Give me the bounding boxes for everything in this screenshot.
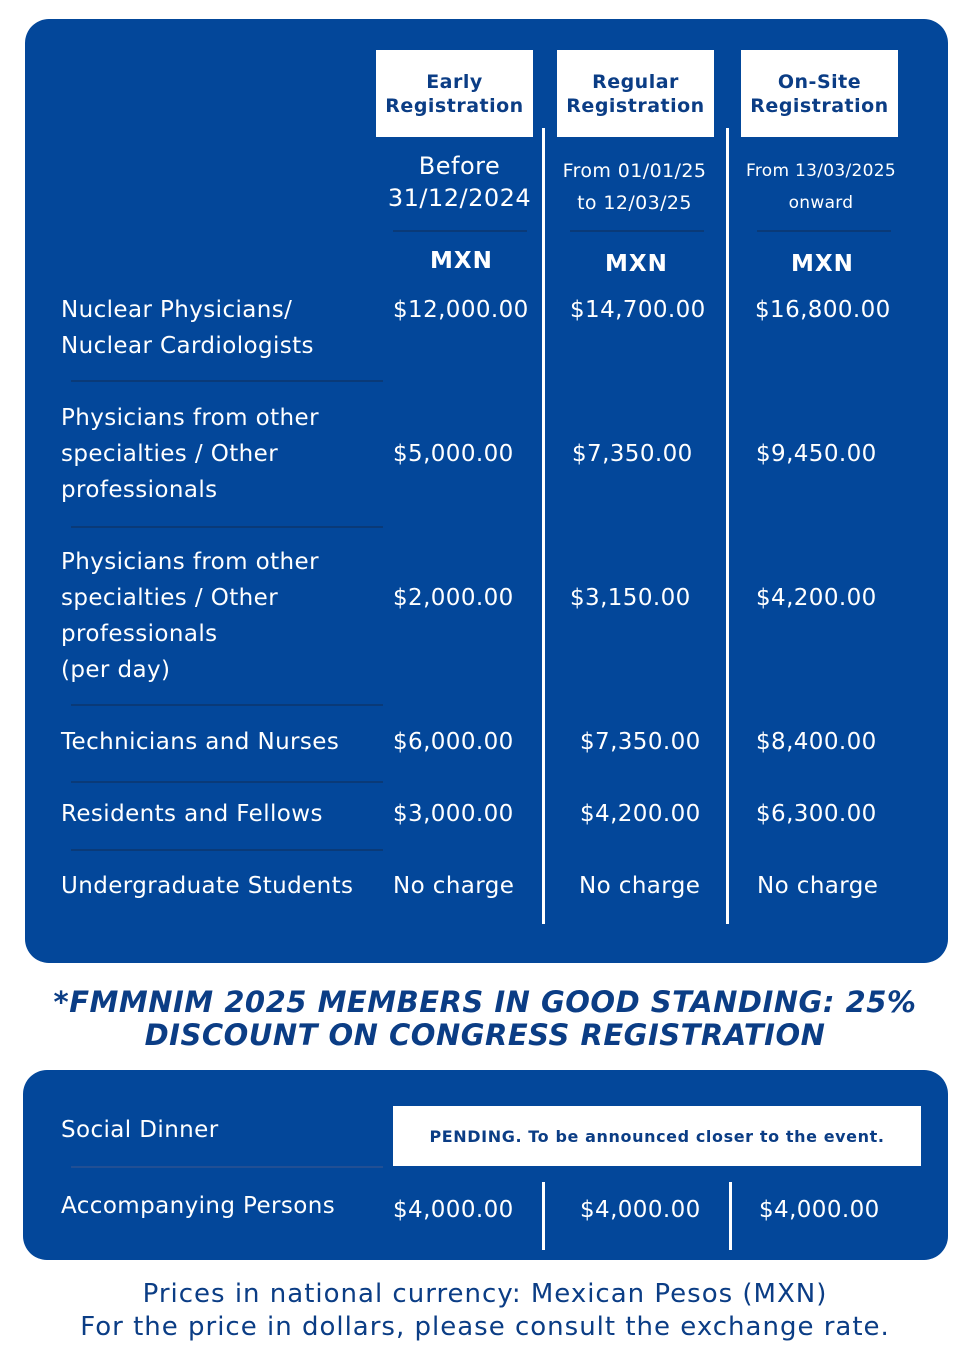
header-early-registration: Early Registration — [376, 50, 533, 137]
date-range-onsite: From 13/03/2025 onward — [745, 161, 896, 213]
price-regular: $7,350.00 — [572, 441, 693, 467]
accompanying-persons-label: Accompanying Persons — [61, 1193, 336, 1219]
column-divider — [726, 128, 729, 924]
row-separator — [71, 849, 383, 851]
price-early: No charge — [393, 873, 515, 899]
price-early: $2,000.00 — [393, 585, 514, 611]
date-separator — [757, 230, 891, 232]
row-separator — [71, 526, 383, 528]
price-early: $6,000.00 — [393, 729, 514, 755]
date-separator — [570, 230, 704, 232]
price-early: $5,000.00 — [393, 441, 514, 467]
row-label-residents-fellows: Residents and Fellows — [61, 801, 323, 827]
row-separator — [71, 781, 383, 783]
row-label-nuclear-physicians: Nuclear Physicians/ Nuclear Cardiologists — [61, 297, 314, 359]
column-divider — [729, 1182, 732, 1250]
price-regular: $14,700.00 — [570, 297, 706, 323]
price-onsite: $6,300.00 — [756, 801, 877, 827]
price-onsite: No charge — [757, 873, 879, 899]
date-range-regular: From 01/01/25 to 12/03/25 — [562, 160, 707, 214]
header-regular-registration: Regular Registration — [557, 50, 714, 137]
row-label-undergraduate-students: Undergraduate Students — [61, 873, 354, 899]
currency-label-onsite: MXN — [791, 251, 854, 277]
row-separator — [71, 1166, 383, 1168]
column-divider — [542, 1182, 545, 1250]
member-discount-note: *FMMNIM 2025 MEMBERS IN GOOD STANDING: 25% DISCOUNT ON CONGRESS REGISTRATION — [53, 985, 917, 1052]
currency-label-early: MXN — [430, 248, 493, 274]
price-onsite: $9,450.00 — [756, 441, 877, 467]
row-label-other-specialties-per-day: Physicians from other specialties / Other professionals (per day) — [61, 549, 319, 683]
price-regular: $3,150.00 — [570, 585, 691, 611]
social-dinner-label: Social Dinner — [61, 1117, 219, 1143]
row-label-other-specialties: Physicians from other specialties / Other professionals — [61, 405, 319, 503]
row-separator — [71, 704, 383, 706]
social-dinner-pending-notice: PENDING. To be announced closer to the event. — [393, 1106, 921, 1166]
accompanying-price-onsite: $4,000.00 — [759, 1197, 880, 1223]
date-range-early: Before 31/12/2024 — [387, 152, 532, 212]
column-divider — [542, 128, 545, 924]
header-onsite-registration: On-Site Registration — [741, 50, 898, 137]
price-early: $12,000.00 — [393, 297, 529, 323]
price-onsite: $8,400.00 — [756, 729, 877, 755]
price-regular: $4,200.00 — [580, 801, 701, 827]
price-onsite: $4,200.00 — [756, 585, 877, 611]
currency-label-regular: MXN — [605, 251, 668, 277]
price-onsite: $16,800.00 — [755, 297, 891, 323]
accompanying-price-early: $4,000.00 — [393, 1197, 514, 1223]
price-regular: $7,350.00 — [580, 729, 701, 755]
price-regular: No charge — [579, 873, 701, 899]
row-label-technicians-nurses: Technicians and Nurses — [61, 729, 340, 755]
accompanying-price-regular: $4,000.00 — [580, 1197, 701, 1223]
currency-footnote: Prices in national currency: Mexican Pesos (MXN) For the price in dollars, please consult the exchange rate. — [80, 1279, 890, 1342]
date-separator — [393, 230, 527, 232]
row-separator — [71, 380, 383, 382]
price-early: $3,000.00 — [393, 801, 514, 827]
